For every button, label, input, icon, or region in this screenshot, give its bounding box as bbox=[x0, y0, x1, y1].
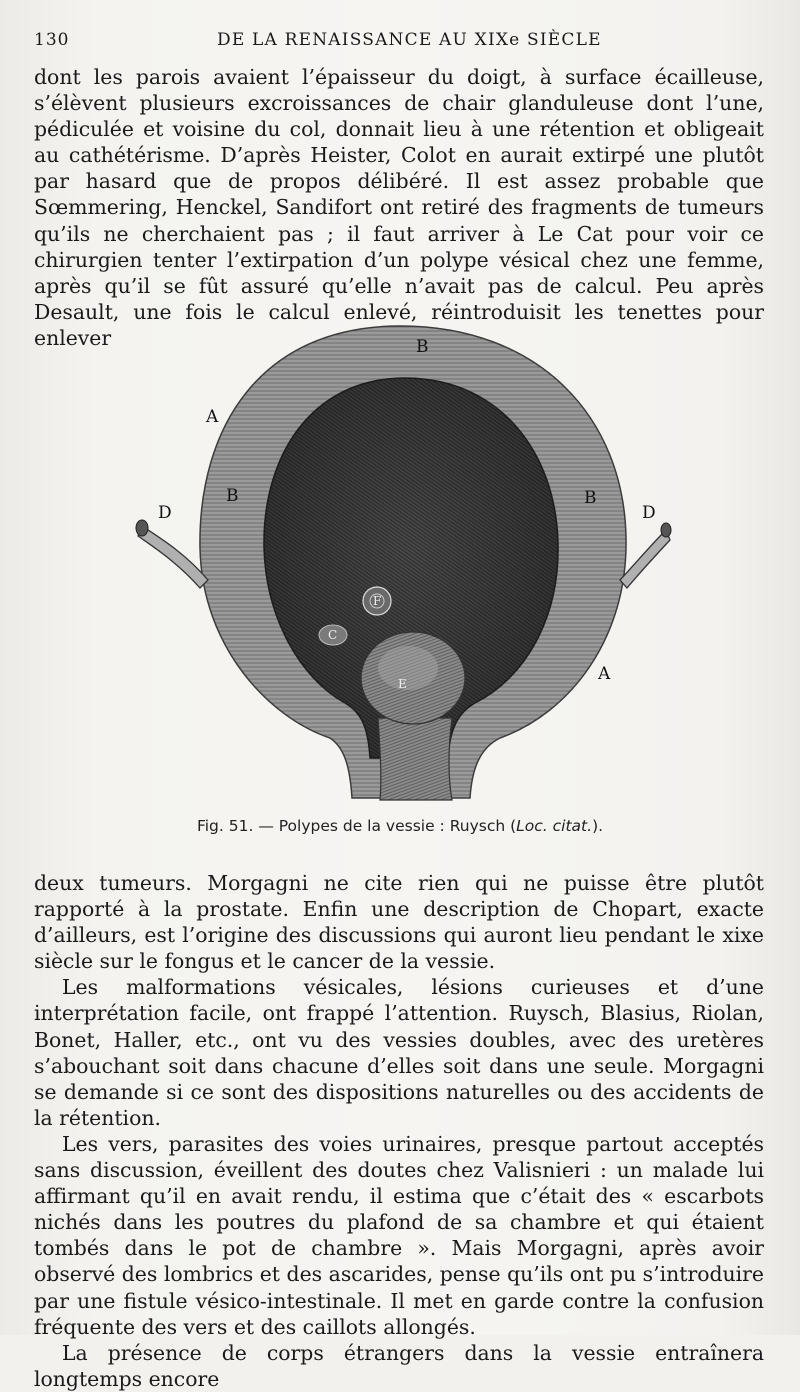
paragraph: Les malformations vésicales, lésions curieuses et d’une interprétation facile, ont frappé l’attention. Ruysch, Blasius, Riolan, Bonet, Haller, etc., ont vu des vessies doubles, avec des uretères s’abouchant soit dans chacune d’elles soit dans une seule. Morgagni se demande si ce sont des dispositions naturelles ou des accidents de la rétention. bbox=[34, 975, 764, 1130]
label-b-top: B bbox=[416, 337, 429, 357]
paragraph: deux tumeurs. Morgagni ne cite rien qui ne puisse être plutôt rapporté à la prostate. Enfin une description de Chopart, exacte d’ailleurs, est l’origine des discussions qui auront lieu pendant le xixe siècle sur le fongus et le cancer de la vessie. bbox=[34, 871, 764, 974]
label-a-lower: A bbox=[598, 664, 611, 684]
bladder-engraving bbox=[130, 318, 680, 804]
figure-caption bbox=[0, 817, 800, 835]
caption-end: ). bbox=[592, 817, 604, 835]
label-a-upper: A bbox=[206, 407, 219, 427]
label-b-left: B bbox=[226, 486, 239, 506]
running-head bbox=[34, 24, 774, 54]
bladder-neck bbox=[378, 718, 452, 800]
body-text-top bbox=[34, 64, 764, 351]
body-text-bottom bbox=[34, 870, 764, 1392]
caption-text: Fig. 51. — Polypes de la vessie : Ruysch ( bbox=[196, 817, 517, 835]
caption-citation: Loc. citat. bbox=[516, 817, 593, 835]
label-e: E bbox=[398, 677, 407, 691]
label-c: C bbox=[328, 628, 338, 642]
paragraph: La présence de corps étrangers dans la vessie entraînera longtemps encore bbox=[34, 1340, 764, 1391]
page-number: 130 bbox=[34, 30, 70, 50]
ureter-left bbox=[138, 526, 208, 588]
bladder-illustration bbox=[130, 318, 680, 804]
running-title: DE LA RENAISSANCE AU XIXe SIÈCLE bbox=[217, 30, 602, 50]
label-d-right: D bbox=[642, 503, 656, 523]
label-d-left: D bbox=[158, 503, 172, 523]
paragraph: Les vers, parasites des voies urinaires, presque partout acceptés sans discussion, éveillent des doutes chez Valisnieri : un malade lui affirmant qu’il en avait rendu, il estima que c’était des « escarbots nichés dans les poutres du plafond de sa chambre et qui étaient tombés dans le pot de chambre ». Mais Morgagni, après avoir observé des lombrics et des ascarides, pense qu’ils ont pu s’introduire par une fistule vésico-intestinale. Il met en garde contre la confusion fréquente des vers et des caillots allongés. bbox=[34, 1131, 764, 1339]
label-f: F bbox=[373, 594, 382, 608]
ureter-right bbox=[620, 530, 670, 588]
paragraph: dont les parois avaient l’épaisseur du doigt, à surface écailleuse, s’élèvent plusieurs excroissances de chair glanduleuse dont l’une, pédiculée et voisine du col, donnait lieu à une rétention et obligeait au cathétérisme. D’après Heister, Colot en aurait extirpé une plutôt par hasard que de propos délibéré. Il est assez probable que Sœmmering, Henckel, Sandifort ont retiré des fragments de tumeurs qu’ils ne cherchaient pas ; il faut arriver à Le Cat pour voir ce chirurgien tenter l’extirpation d’un polype vésical chez une femme, après qu’il se fût assuré qu’elle n’avait pas de calcul. Peu après Desault, une fois le calcul enlevé, réintroduisit les tenettes pour enlever bbox=[34, 65, 764, 350]
label-b-right: B bbox=[584, 488, 597, 508]
